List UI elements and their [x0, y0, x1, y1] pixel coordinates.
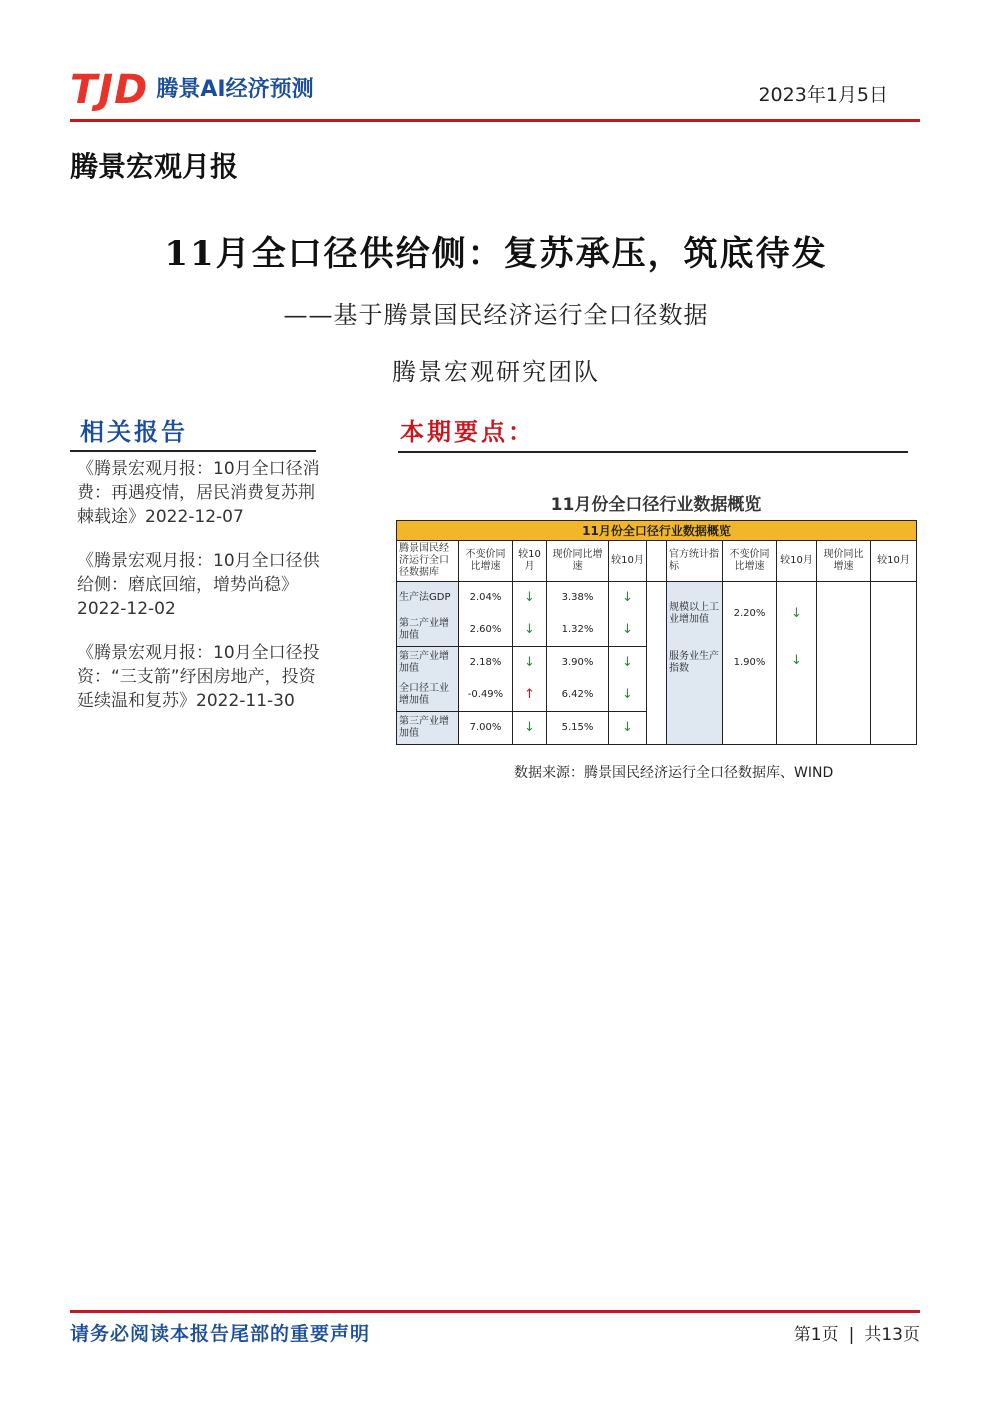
- header-cell: 不变价同比增速: [459, 541, 513, 582]
- arrow-down-icon: ↓: [791, 605, 802, 621]
- header-cell: 较10月: [777, 541, 817, 582]
- page-indicator: [794, 1320, 920, 1345]
- arrow-up-icon: ↑: [524, 686, 535, 702]
- spacer-cell: [647, 712, 667, 745]
- row-label: 第三产业增加值: [397, 647, 459, 680]
- page-separator: |: [848, 1325, 855, 1345]
- related-report-item[interactable]: 《腾景宏观月报：10月全口径投资：“三支箭”纾困房地产，投资延续温和复苏》2022-11-30: [77, 643, 320, 711]
- footer-divider: [70, 1310, 920, 1313]
- spacer-cell: [647, 647, 667, 680]
- value-cell: [817, 647, 871, 712]
- value-cell: -0.49%: [459, 679, 513, 712]
- empty-cell: [723, 712, 777, 745]
- value-cell: 1.32%: [547, 614, 609, 647]
- report-title: 11月全口径供给侧：复苏承压，筑底待发: [164, 234, 828, 274]
- related-reports-list: [77, 457, 329, 733]
- value-cell: 2.04%: [459, 582, 513, 615]
- empty-cell: [817, 712, 871, 745]
- arrow-down-icon: ↓: [524, 719, 535, 735]
- arrow-down-icon: ↓: [622, 589, 633, 605]
- arrow-down-icon: ↓: [524, 589, 535, 605]
- value-cell: 1.90%: [723, 647, 777, 712]
- arrow-down-icon: ↓: [622, 686, 633, 702]
- data-source-note: 数据来源：腾景国民经济运行全口径数据库、WIND: [514, 765, 834, 781]
- current-page: 第1页: [793, 1325, 839, 1345]
- key-points-heading: 本期要点：: [400, 417, 535, 446]
- table-caption: 11月份全口径行业数据概览: [550, 495, 762, 515]
- header-cell: 不变价同比增速: [723, 541, 777, 582]
- value-cell: 2.18%: [459, 647, 513, 680]
- disclaimer-link[interactable]: 请务必阅读本报告尾部的重要声明: [70, 1323, 371, 1345]
- value-cell: 3.38%: [547, 582, 609, 615]
- header-cell: 现价同比增速: [817, 541, 871, 582]
- report-series-label: 腾景宏观月报: [70, 150, 239, 183]
- value-cell: [871, 647, 917, 712]
- spacer-cell: [647, 582, 667, 615]
- row-label: 规模以上工业增加值: [667, 582, 723, 647]
- value-cell: 3.90%: [547, 647, 609, 680]
- value-cell: 6.42%: [547, 679, 609, 712]
- arrow-down-icon: ↓: [622, 654, 633, 670]
- row-label: 全口径工业增加值: [397, 679, 459, 712]
- row-label: 第二产业增加值: [397, 614, 459, 647]
- logo-mark: TJD: [70, 67, 149, 113]
- header-cell: 现价同比增速: [547, 541, 609, 582]
- total-pages: 共13页: [864, 1325, 920, 1345]
- key-points-divider: [398, 451, 908, 453]
- related-reports-divider: [70, 450, 316, 452]
- empty-cell: [667, 712, 723, 745]
- report-date: 2023年1月5日: [758, 84, 888, 106]
- related-report-item[interactable]: 《腾景宏观月报：10月全口径消费：再遇疫情，居民消费复苏荆棘载途》2022-12-07: [77, 459, 320, 527]
- arrow-down-icon: ↓: [622, 621, 633, 637]
- spacer-cell: [647, 614, 667, 647]
- value-cell: 7.00%: [459, 712, 513, 745]
- header-cell: 较10月: [609, 541, 647, 582]
- report-subtitle: ——基于腾景国民经济运行全口径数据: [283, 301, 709, 329]
- header-cell: 腾景国民经济运行全口径数据库: [397, 541, 459, 582]
- value-cell: [817, 582, 871, 647]
- value-cell: [871, 582, 917, 647]
- value-cell: 2.20%: [723, 582, 777, 647]
- empty-cell: [871, 712, 917, 745]
- related-report-item[interactable]: 《腾景宏观月报：10月全口径供给侧：磨底回缩，增势尚稳》2022-12-02: [77, 551, 320, 619]
- value-cell: 2.60%: [459, 614, 513, 647]
- empty-cell: [777, 712, 817, 745]
- spacer-cell: [647, 541, 667, 582]
- header-cell: 官方统计指标: [667, 541, 723, 582]
- industry-data-table: [396, 520, 917, 745]
- spacer-cell: [647, 679, 667, 712]
- row-label: 生产法GDP: [397, 582, 459, 615]
- table-banner: 11月份全口径行业数据概览: [397, 521, 917, 541]
- company-logo: [70, 67, 314, 113]
- related-reports-heading: 相关报告: [80, 417, 188, 446]
- header-cell: 较10月: [513, 541, 547, 582]
- row-label: 服务业生产指数: [667, 647, 723, 712]
- author-team: 腾景宏观研究团队: [392, 358, 600, 386]
- row-label: 第三产业增加值: [397, 712, 459, 745]
- value-cell: 5.15%: [547, 712, 609, 745]
- header-cell: 较10月: [871, 541, 917, 582]
- arrow-down-icon: ↓: [622, 719, 633, 735]
- header-divider: [70, 119, 920, 122]
- arrow-down-icon: ↓: [524, 621, 535, 637]
- arrow-down-icon: ↓: [524, 654, 535, 670]
- arrow-down-icon: ↓: [791, 652, 802, 668]
- logo-text: 腾景AI经济预测: [156, 77, 314, 102]
